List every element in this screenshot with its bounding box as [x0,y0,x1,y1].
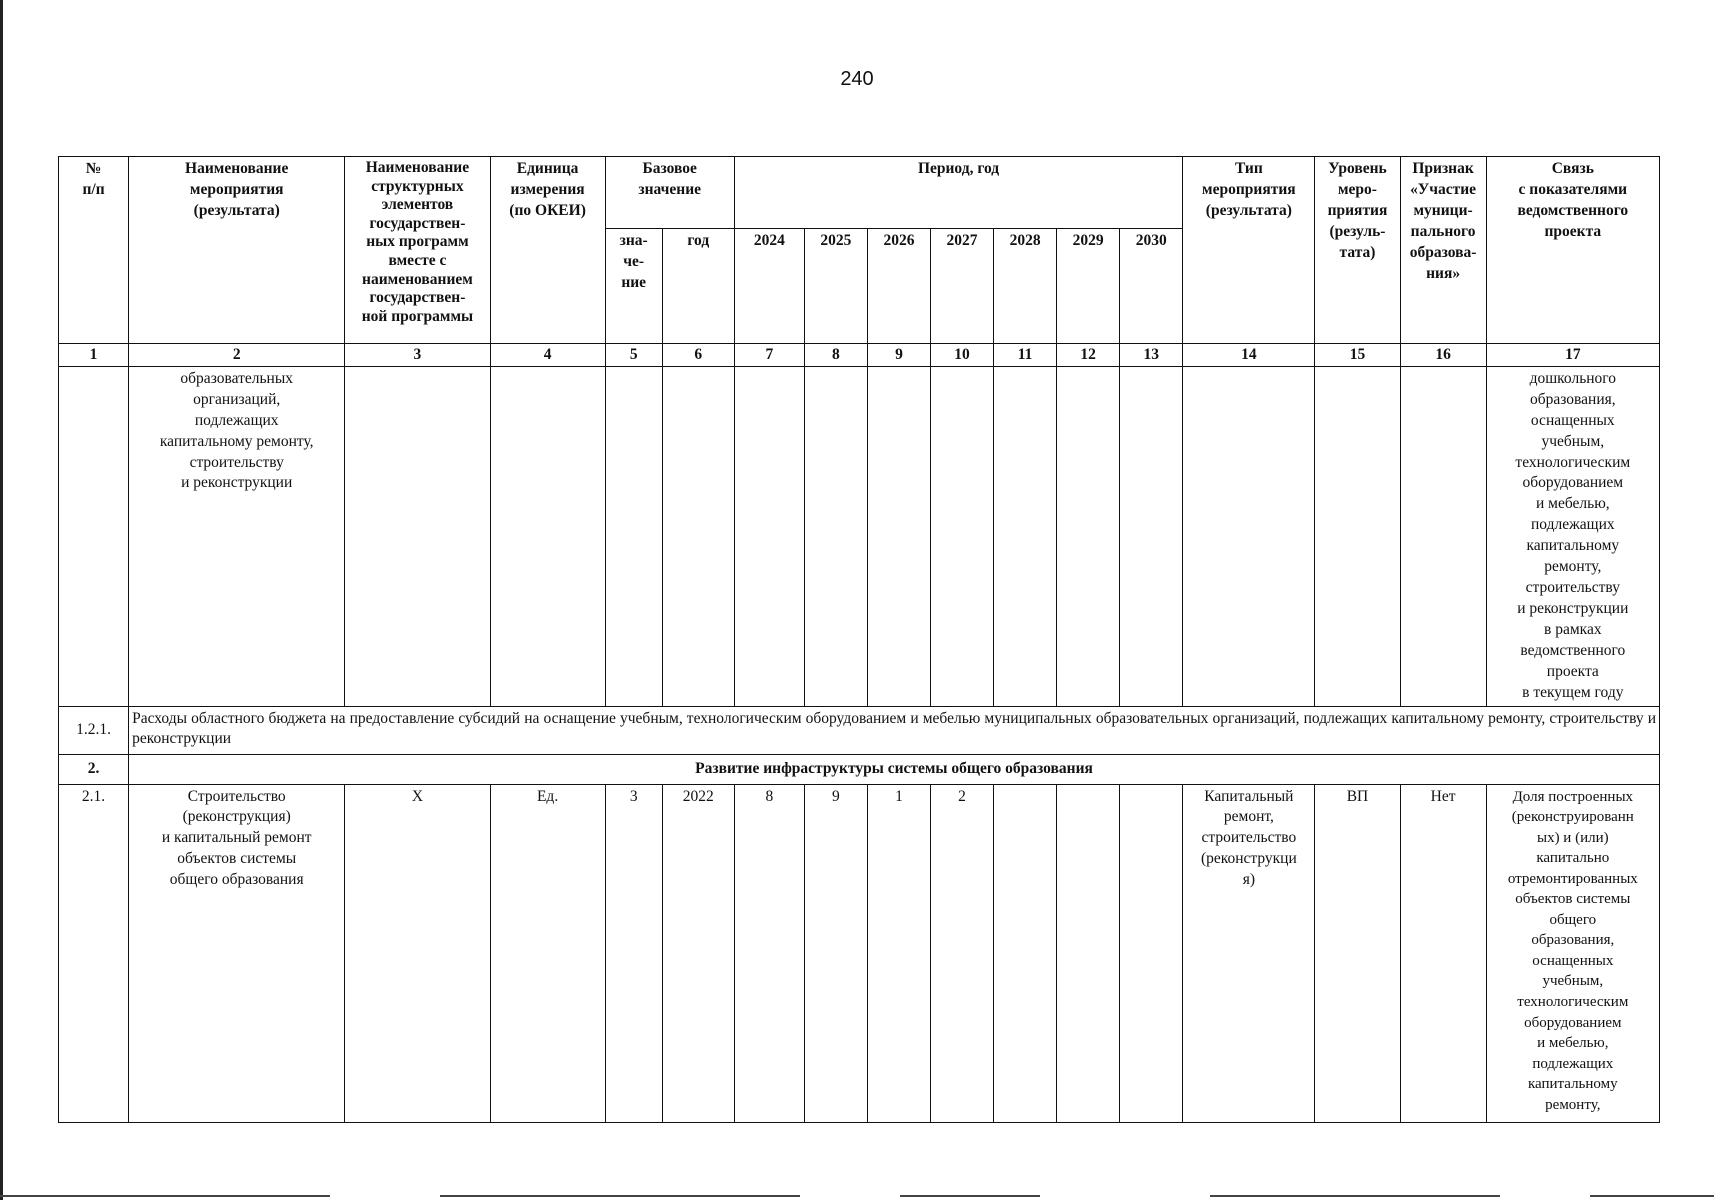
empty-cell [1315,366,1400,706]
col-year-2030-header: 2030 [1120,229,1183,344]
column-number: 11 [994,344,1057,367]
col-type-header: Тип мероприятия (результата) [1183,157,1315,344]
column-number: 12 [1057,344,1120,367]
table-row-1-2-1 [59,706,1660,754]
column-number: 8 [804,344,867,367]
empty-cell [734,366,804,706]
col-number-header: № п/п [59,157,129,344]
empty-cell [1057,366,1120,706]
empty-cell [662,366,734,706]
row-name-cell: образовательных организаций, подлежащих капитальному ремонту, строительству и реконструкции [129,366,345,706]
col-year-2029-header: 2029 [1057,229,1120,344]
row-2025-cell: 9 [804,784,867,1122]
empty-cell [345,366,490,706]
bottom-divider [1210,1195,1500,1197]
activities-table [58,156,1660,1123]
row-2028-cell [994,784,1057,1122]
row-link-cell: дошкольного образования, оснащенных учебным, технологическим оборудованием и мебелью, подлежащих капитальному ремонту, строительству и реконструкции в рамках ведомственного проекта в текущем году [1486,366,1659,706]
column-number: 17 [1486,344,1659,367]
bottom-divider [1590,1195,1714,1197]
col-structural-elements-header: Наименование структурных элементов государствен- ных программ вместе с наименованием государствен- ной программы [345,157,490,344]
section-description-cell: Расходы областного бюджета на предоставление субсидий на оснащение учебным, технологическим оборудованием и мебелью муниципальных образовательных организаций, подлежащих капитальному ремонту, строительству и реконструкции [129,706,1660,754]
column-number: 10 [931,344,994,367]
section-title-cell: Развитие инфраструктуры системы общего образования [129,754,1660,784]
row-number-cell [59,366,129,706]
row-number-cell: 2.1. [59,784,129,1122]
row-base-year-cell: 2022 [662,784,734,1122]
table-row-2 [59,754,1660,784]
row-link-cell: Доля построенных (реконструированн ых) и (или) капитально отремонтированных объектов системы общего образования, оснащенных учебным, технологическим оборудованием и мебелью, подлежащих капитальному ремонту, [1486,784,1659,1122]
col-municipal-header: Признак «Участие муници- пального образова- ния» [1400,157,1486,344]
row-number-cell: 1.2.1. [59,706,129,754]
col-unit-header: Единица измерения (по ОКЕИ) [490,157,605,344]
col-name-header: Наименование мероприятия (результата) [129,157,345,344]
col-base-year-subheader: год [662,229,734,344]
empty-cell [490,366,605,706]
row-2024-cell: 8 [734,784,804,1122]
bottom-divider [440,1195,800,1197]
col-year-2025-header: 2025 [804,229,867,344]
row-name-cell: Строительство (реконструкция) и капитальный ремонт объектов системы общего образования [129,784,345,1122]
row-2026-cell: 1 [867,784,930,1122]
page-left-border [0,0,3,1200]
column-number: 7 [734,344,804,367]
header-row-1 [59,157,1660,229]
col-base-value-header: Базовое значение [605,157,734,229]
table-row-continued [59,366,1660,706]
row-base-value-cell: 3 [605,784,662,1122]
column-number: 5 [605,344,662,367]
empty-cell [804,366,867,706]
row-unit-cell: Ед. [490,784,605,1122]
column-number: 9 [867,344,930,367]
bottom-divider [900,1195,1040,1197]
empty-cell [931,366,994,706]
row-2030-cell [1120,784,1183,1122]
column-number: 1 [59,344,129,367]
table-row-2-1 [59,784,1660,1122]
empty-cell [994,366,1057,706]
column-number: 15 [1315,344,1400,367]
col-year-2024-header: 2024 [734,229,804,344]
column-number: 2 [129,344,345,367]
column-number: 3 [345,344,490,367]
column-number: 14 [1183,344,1315,367]
row-2027-cell: 2 [931,784,994,1122]
row-level-cell: ВП [1315,784,1400,1122]
column-number: 16 [1400,344,1486,367]
col-base-value-subheader: зна- че- ние [605,229,662,344]
column-number: 13 [1120,344,1183,367]
row-type-cell: Капитальный ремонт, строительство (реконструкци я) [1183,784,1315,1122]
row-2029-cell [1057,784,1120,1122]
col-year-2027-header: 2027 [931,229,994,344]
bottom-divider [0,1195,330,1197]
empty-cell [1120,366,1183,706]
col-period-header: Период, год [734,157,1182,229]
empty-cell [605,366,662,706]
col-link-header: Связь с показателями ведомственного проекта [1486,157,1659,344]
col-year-2026-header: 2026 [867,229,930,344]
column-number: 4 [490,344,605,367]
row-municipal-cell: Нет [1400,784,1486,1122]
empty-cell [1400,366,1486,706]
empty-cell [867,366,930,706]
column-number: 6 [662,344,734,367]
row-number-cell: 2. [59,754,129,784]
col-level-header: Уровень меро- приятия (резуль- тата) [1315,157,1400,344]
column-numbers-row [59,344,1660,367]
empty-cell [1183,366,1315,706]
col-year-2028-header: 2028 [994,229,1057,344]
row-structural-cell: Х [345,784,490,1122]
page-number: 240 [840,68,874,90]
